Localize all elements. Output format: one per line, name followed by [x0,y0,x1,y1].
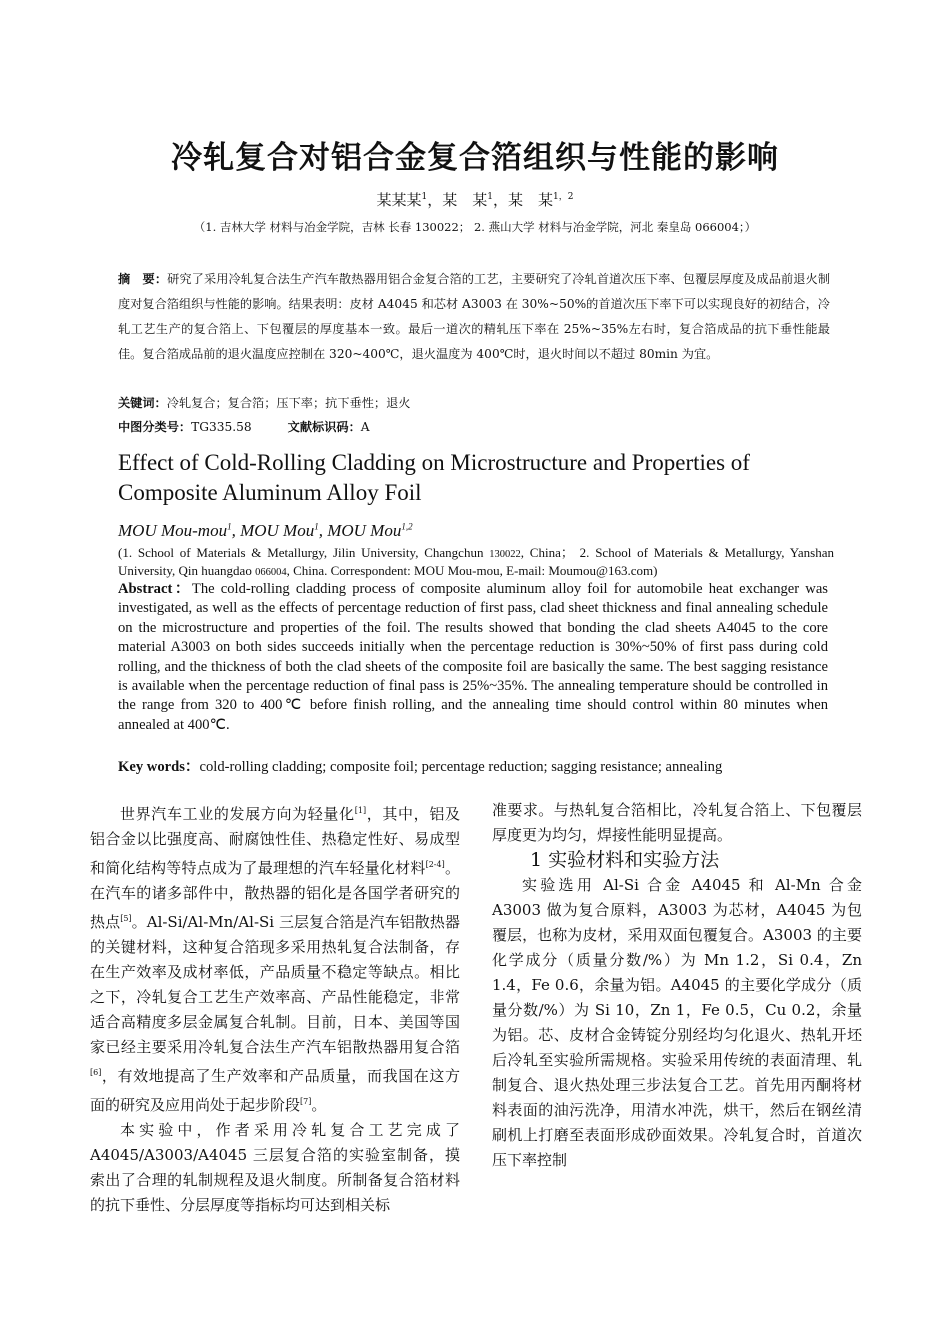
authors-chinese: 某某某$^1$，某 某$^1$，某 某$^{1,2}$ [376,191,574,209]
postal-code: 130022 [489,549,521,560]
text-run: 。 [311,1096,327,1114]
doc-code-label: 文献标识码： [287,420,361,434]
doc-code-value: A [360,420,370,434]
abstract-chinese [118,267,830,367]
citation: [1] [354,806,367,815]
body-paragraph: 本实验中，作者采用冷轧复合工艺完成了 A4045/A3003/A4045 三层复合箔的实验室制备，摸索出了合理的轧制规程及退火制度。所制备复合箔材料的抗下垂性、分层厚度等指标均可达到相关标 [90,1121,460,1214]
author-name: 某某某 [376,191,422,209]
affiliation-chinese: （1. 吉林大学 材料与冶金学院，吉林 长春 130022； 2. 燕山大学 材料与冶金学院，河北 秦皇岛 066004；） [193,220,757,234]
keywords-label: 关键词： [118,396,167,410]
abstract-english [118,580,828,735]
citation: [5] [120,914,132,923]
author-affil-mark: 1 [314,521,319,532]
affiliation-text: , China； 2. School of Materials & Metallurgy, Yanshan University, Qin huangdao [118,545,834,578]
body-paragraph: 实验选用 Al-Si 合金 A4045 和 Al-Mn 合金 A3003 做为复合原料，A3003 为芯材，A4045 为包覆层，也称为皮材，采用双面包覆复合。A3003 的主要化学成分（质量分数/%）为 Mn 1.2，Si 0.4，Zn 1.4，Fe 0.6，余量为铝。A4045 的主要化学成分（质量分数/%）为 Si 10，Zn 1，Fe 0.5，Cu 0.2，余量为铝。芯、皮材合金铸锭分别经均匀化退火、热轧开坯后冷轧至实验所需规格。实验采用传统的表面清理、轧制复合、退火热处理三步法复合工艺。首先用丙酮将材料表面的油污洗净，用清水冲洗，烘干，然后在钢丝清刷机上打磨至表面形成砂面效果。冷轧复合时，首道次压下率控制 [492,876,862,1169]
title-chinese: 冷轧复合对铝合金复合箔组织与性能的影响 [171,140,779,176]
postal-code: 066004 [255,566,287,578]
citation: [2-4] [425,860,445,869]
clc-label: 中图分类号： [118,420,192,434]
affiliation-english [118,545,834,580]
author-name: MOU Mou [240,521,315,540]
classification-chinese [118,418,830,435]
keywords-text: 冷轧复合；复合箔；压下率；抗下垂性；退火 [166,396,411,410]
text-run: 。在汽车的诸多部件中，散热器的铝化是各国学者研究的热点 [90,859,460,931]
body-paragraph: 准要求。与热轧复合箔相比，冷轧复合箔上、下包覆层厚度更为均匀，焊接性能明显提高。 [492,801,862,844]
clc-value: TG335.58 [191,420,252,434]
text-run: 。Al-Si/Al-Mn/Al-Si 三层复合箔是汽车铝散热器的关键材料，这种复合箔现多采用热轧复合法制备，存在生产效率及成材率低，产品质量不稳定等缺点。相比之下，冷轧复合工艺生产效率高、产品性能稳定，非常适合高精度多层金属复合轧制。目前，日本、美国等国家已经主要采用冷轧复合法生产汽车铝散热器用复合箔 [90,913,460,1056]
author-name: 某 某 [508,191,554,209]
text-run: ，有效地提高了生产效率和产品质量，而我国在这方面的研究及应用尚处于起步阶段 [90,1067,460,1114]
author-affil-mark: 1,2 [401,521,413,532]
section-heading: 1 实验材料和实验方法 [530,849,720,871]
keywords-label: Key words： [118,759,200,775]
keywords-chinese [118,394,830,411]
author-name: MOU Mou-mou [118,521,228,540]
author-affil-mark: 1 [487,192,494,202]
authors-english: MOU Mou-mou$^1$, MOU Mou$^1$, MOU Mou$^{1,2}$ [118,521,413,540]
keywords-text: cold-rolling cladding; composite foil; percentage reduction; sagging resistance; annealing [199,759,723,775]
author-affil-mark: 1 [227,521,232,532]
affiliation-text: (1. School of Materials & Metallurgy, Jilin University, Changchun [118,545,490,560]
text-run: ，其中，铝及铝合金以比强度高、耐腐蚀性佳、热稳定性好、易成型和简化结构等特点成为了最理想的汽车轻量化材料 [90,805,460,877]
abstract-label: Abstract： [118,581,192,597]
author-name: MOU Mou [327,521,402,540]
body-column-right [492,798,862,1173]
body-paragraph [90,798,460,1118]
abstract-text: The cold-rolling cladding process of composite aluminum alloy foil for automobile heat exchanger was investigated, as well as the effects of percentage reduction of first pass, clad sheet thickness and final annealing schedule on the microstructure and properties of the foil. The results showed that bonding the clad sheets A4045 to the core material A3003 on both sides succeeds initially when the percentage reduction is 30%~50% of first pass during cold rolling, and the thickness of both the clad sheets of the composite foil are basically the same. The best sagging resistance is available when the percentage reduction of final pass is 25%~35%. The annealing temperature should be controlled in the range from 320 to 400℃ before finish rolling, and the annealing time should control within 80 minutes when annealed at 400℃. [118,581,828,733]
citation: [6] [90,1068,102,1077]
abstract-text: 研究了采用冷轧复合法生产汽车散热器用铝合金复合箔的工艺，主要研究了冷轧首道次压下率、包覆层厚度及成品前退火制度对复合箔组织与性能的影响。结果表明：皮材 A4045 和芯材 A3003 在 30%~50%的首道次压下率下可以实现良好的初结合，冷轧工艺生产的复合箔上、下包覆层的厚度基本一致。最后一道次的精轧压下率在 25%~35%左右时，复合箔成品的抗下垂性能最佳。复合箔成品前的退火温度应控制在 320~400℃，退火温度为 400℃时，退火时间以不超过 80min 为宜。 [118,272,831,361]
text-run: 世界汽车工业的发展方向为轻量化 [120,805,355,823]
abstract-label: 摘 要： [118,272,168,286]
affiliation-text: , China. Correspondent: MOU Mou-mou, E-mail: Moumou@163.com) [286,562,658,578]
author-name: 某 某 [442,191,488,209]
keywords-english [118,755,838,776]
author-affil-mark: 1 [421,192,428,202]
body-column-left [90,798,460,1218]
citation: [7] [300,1097,312,1106]
title-english: Effect of Cold-Rolling Cladding on Microstructure and Properties of Composite Aluminum Alloy Foil [118,450,750,505]
author-affil-mark: 1，2 [553,192,574,202]
